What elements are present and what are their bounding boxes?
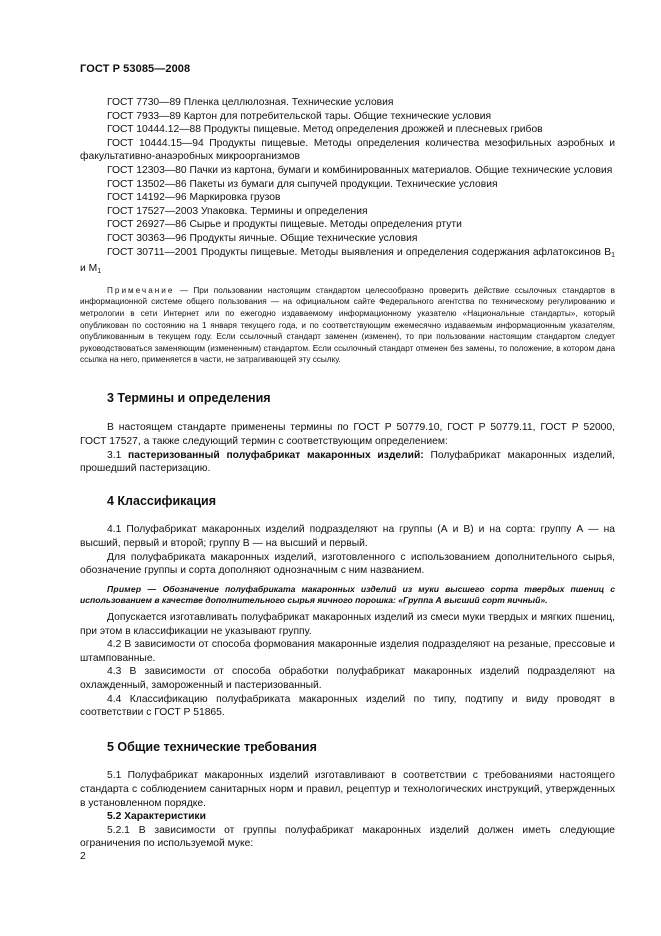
reference-item: ГОСТ 7933—89 Картон для потребительской тары. Общие технические условия bbox=[107, 110, 492, 122]
example-lead: Пример — bbox=[107, 583, 163, 594]
paragraph-4-3: 4.3 В зависимости от способа обработки полуфабрикат макаронных изделий подразделяют на охлажденный, замороженный и пастеризованный. bbox=[80, 666, 615, 691]
reference-item-aflatoxins bbox=[80, 246, 615, 279]
paragraph-5-2-1: 5.2.1 В зависимости от группы полуфабрикат макаронных изделий должен иметь следующие ограничения по используемой муке: bbox=[80, 824, 615, 850]
reference-item: ГОСТ 10444.12—88 Продукты пищевые. Метод определения дрожжей и плесневых грибов bbox=[107, 124, 543, 136]
reference-item: ГОСТ 10444.15—94 Продукты пищевые. Методы определения количества мезофильных аэробных и факультативно-анаэробных микроорганизмов bbox=[80, 137, 615, 163]
term-definition bbox=[80, 449, 615, 476]
page-content bbox=[80, 96, 615, 851]
page-number: 2 bbox=[80, 851, 86, 862]
paragraph-4-2: 4.2 В зависимости от способа формования макаронные изделия подразделяют на резаные, прессовые и штампованные. bbox=[80, 639, 615, 664]
reference-item: ГОСТ 17527—2003 Упаковка. Термины и определения bbox=[107, 205, 368, 217]
reference-item: ГОСТ 26927—86 Сырье и продукты пищевые. Методы определения ртути bbox=[107, 219, 462, 231]
document-code-header: ГОСТ Р 53085—2008 bbox=[80, 63, 191, 75]
section-3-heading: 3 Термины и определения bbox=[107, 390, 271, 405]
paragraph-5-1: 5.1 Полуфабрикат макаронных изделий изготавливают в соответствии с требованиями настоящего стандарта с соблюдением санитарных норм и правил, рецептур и технологических инструкций, утвержденных в установленном порядке. bbox=[80, 770, 615, 809]
term-number: 3.1 bbox=[107, 449, 129, 461]
reference-item: ГОСТ 13502—86 Пакеты из бумаги для сыпучей продукции. Технические условия bbox=[107, 178, 498, 190]
section-4-heading: 4 Классификация bbox=[107, 493, 217, 508]
reference-item: ГОСТ 7730—89 Пленка целлюлозная. Технические условия bbox=[107, 97, 394, 108]
paragraph-4-1: 4.1 Полуфабрикат макаронных изделий подразделяют на группы (А и В) и на сорта: группу А — на высший, первый и второй; группу В — на высший и первый. bbox=[80, 524, 615, 550]
reference-text-mid: и М bbox=[80, 263, 98, 275]
example-text: Обозначение полуфабриката макаронных изделий из муки высшего сорта твердых пшениц с использованием в качестве дополнительного сырья яичного порошка: «Группа А высший сорт яичный». bbox=[80, 583, 615, 606]
paragraph-4-4: 4.4 Классификацию полуфабриката макаронных изделий по типу, подтипу и виду проводят в соответствии с ГОСТ Р 51865. bbox=[80, 693, 615, 719]
subscript: 1 bbox=[97, 268, 102, 276]
subsection-5-2-heading: 5.2 Характеристики bbox=[107, 811, 206, 823]
reference-note bbox=[80, 285, 615, 366]
reference-text: ГОСТ 30711—2001 Продукты пищевые. Методы выявления и определения содержания афлатоксинов В bbox=[107, 246, 612, 258]
note-text: — При пользовании настоящим стандартом целесообразно проверить действие ссылочных стандартов в информационной системе общего пользования — на официальном сайте Федерального агентства по техническому регулированию и метрологии в сети Интернет или по ежегодно издаваемому информационному указателю «Национальные стандарты», который опубликован по состоянию на 1 января текущего года, и по соответствующим ежемесячно издаваемым информационным указателям, опубликованным в текущем году. Если ссылочный стандарт заменен (изменен), то при пользовании настоящим стандартом следует руководствоваться заменяющим (измененным) стандартом. Если ссылочный стандарт отменен без замены, то положение, в котором дана ссылка на него, применяется в части, не затрагивающей эту ссылку. bbox=[80, 285, 615, 365]
section-5-heading: 5 Общие технические требования bbox=[107, 739, 317, 754]
reference-list bbox=[80, 96, 615, 279]
section-3-intro: В настоящем стандарте применены термины по ГОСТ Р 50779.10, ГОСТ Р 50779.11, ГОСТ Р 52000, ГОСТ 17527, а также следующий термин с соответствующим определением: bbox=[80, 422, 615, 448]
reference-item: ГОСТ 30363—96 Продукты яичные. Общие технические условия bbox=[107, 232, 418, 244]
reference-item: ГОСТ 12303—80 Пачки из картона, бумаги и комбинированных материалов. Общие технические условия bbox=[107, 164, 613, 176]
paragraph-4-1-extra: Для полуфабриката макаронных изделий, изготовленного с использованием дополнительного сырья, обозначение группы и сорта дополняют однозначным с ним названием. bbox=[80, 551, 615, 577]
subscript: 1 bbox=[611, 251, 615, 259]
definition: Полуфабрикат макаронных изделий, прошедший пастеризацию. bbox=[80, 449, 615, 475]
reference-item: ГОСТ 14192—96 Маркировка грузов bbox=[107, 192, 281, 204]
paragraph-mixture: Допускается изготавливать полуфабрикат макаронных изделий из смеси муки твердых и мягких пшениц, при этом в классификации не указывают группу. bbox=[80, 612, 615, 637]
note-label: Примечание bbox=[107, 285, 175, 295]
example-block bbox=[80, 584, 615, 607]
term: пастеризованный полуфабрикат макаронных изделий: bbox=[128, 449, 424, 461]
